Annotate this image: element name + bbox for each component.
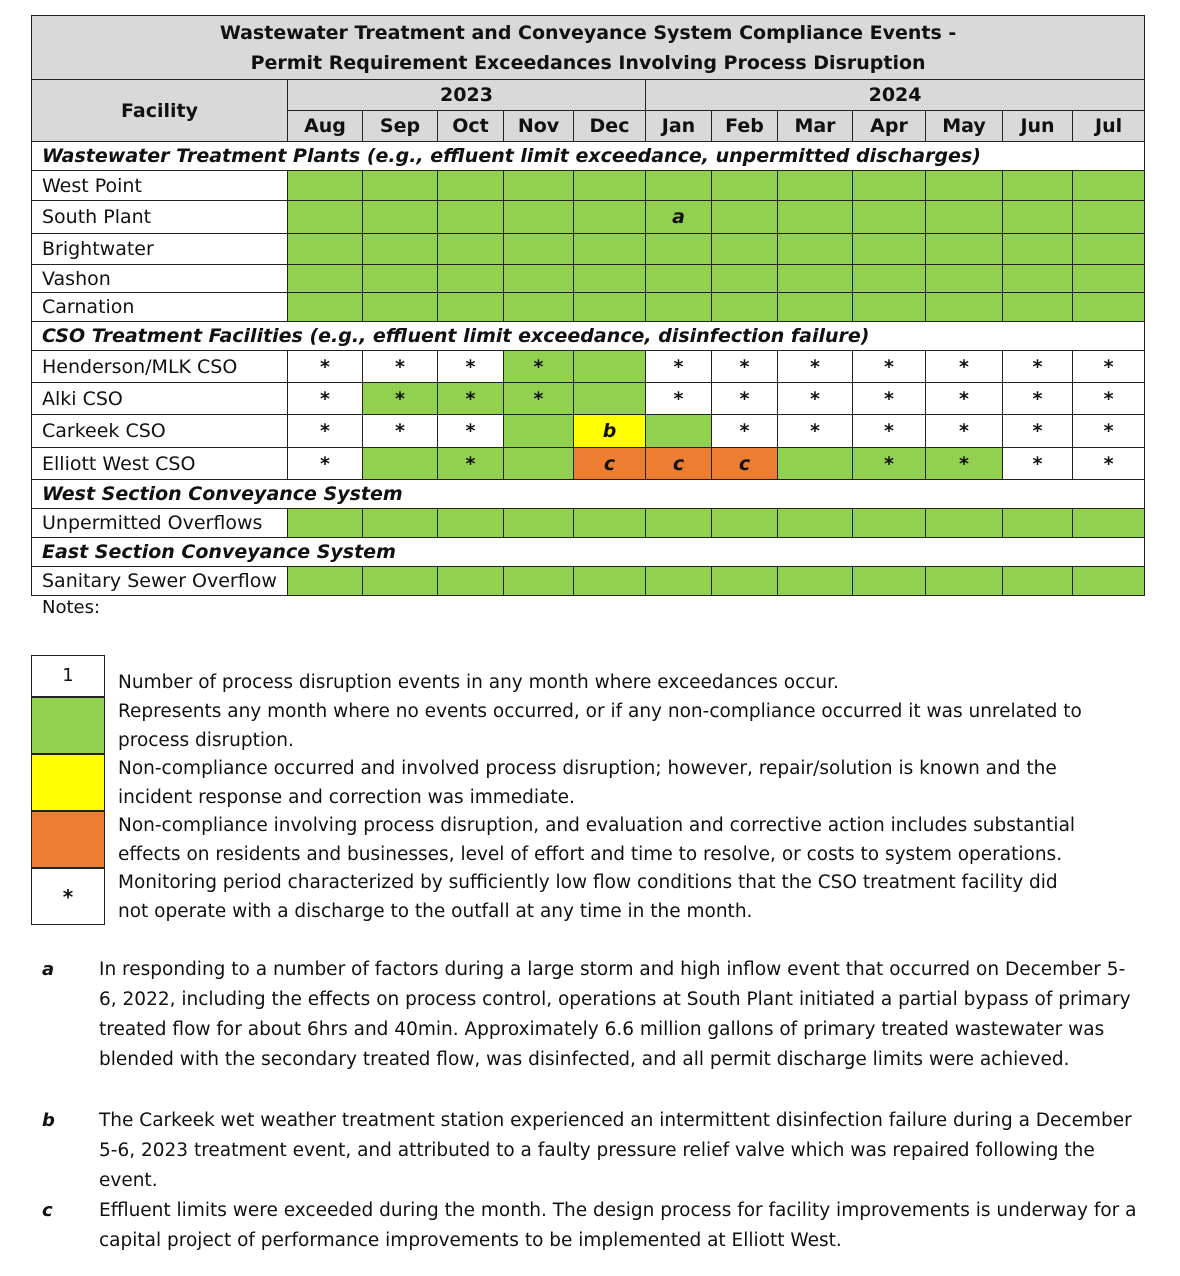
footnote-letter: b [42, 1110, 55, 1131]
section-title: West Section Conveyance System [32, 480, 1145, 509]
status-cell: * [1073, 448, 1145, 480]
status-cell [646, 567, 712, 596]
status-cell: * [853, 448, 926, 480]
table-row [32, 383, 1145, 415]
status-cell [1073, 171, 1145, 201]
month-header: Feb [712, 111, 778, 142]
status-cell: c [574, 448, 646, 480]
legend-line1: Monitoring period characterized by sufficiently low flow conditions that the CSO treatment facility did [118, 872, 1058, 893]
status-cell [646, 509, 712, 538]
status-cell [288, 509, 363, 538]
status-cell: * [778, 383, 853, 415]
status-cell: * [438, 448, 504, 480]
section-row [32, 480, 1145, 509]
status-cell [504, 265, 574, 293]
legend-description [118, 669, 1118, 698]
status-cell [926, 567, 1003, 596]
month-header: Aug [288, 111, 363, 142]
footnote-letter: c [42, 1200, 53, 1221]
legend-line2: not operate with a discharge to the outfall at any time in the month. [118, 900, 753, 922]
status-cell [1073, 509, 1145, 538]
status-cell [438, 509, 504, 538]
compliance-table [31, 15, 1145, 596]
month-header: Mar [778, 111, 853, 142]
status-cell [853, 293, 926, 322]
section-row [32, 538, 1145, 567]
table-title-line2: Permit Requirement Exceedances Involving Process Disruption [250, 51, 926, 74]
status-cell [574, 509, 646, 538]
status-cell [288, 293, 363, 322]
status-cell [1003, 234, 1073, 265]
legend-line2: incident response and correction was immediate. [118, 786, 575, 808]
status-cell [363, 265, 438, 293]
status-cell: * [1073, 415, 1145, 448]
status-cell [574, 201, 646, 234]
status-cell [1003, 293, 1073, 322]
status-cell: * [926, 415, 1003, 448]
status-cell: * [1003, 448, 1073, 480]
status-cell [504, 448, 574, 480]
status-cell: * [712, 351, 778, 383]
footnote-letter: a [42, 959, 55, 980]
facility-header: Facility [32, 80, 288, 142]
status-cell [504, 234, 574, 265]
facility-name: Brightwater [32, 234, 288, 265]
legend-swatch: 1 [31, 655, 105, 697]
year-header: 2023 [288, 80, 646, 111]
month-header: Jul [1073, 111, 1145, 142]
status-cell: * [363, 383, 438, 415]
status-cell: * [778, 415, 853, 448]
status-cell: * [926, 448, 1003, 480]
status-cell [853, 265, 926, 293]
status-cell [1003, 567, 1073, 596]
table-row [32, 509, 1145, 538]
status-cell: * [712, 415, 778, 448]
status-cell: * [926, 383, 1003, 415]
status-cell [1073, 567, 1145, 596]
status-cell: * [504, 383, 574, 415]
status-cell: c [646, 448, 712, 480]
status-cell [504, 509, 574, 538]
status-cell: * [646, 351, 712, 383]
status-cell: * [504, 351, 574, 383]
status-cell [646, 265, 712, 293]
status-cell [438, 567, 504, 596]
section-title: CSO Treatment Facilities (e.g., effluent limit exceedance, disinfection failure) [32, 322, 1145, 351]
status-cell [574, 293, 646, 322]
table-title-line1: Wastewater Treatment and Conveyance System Compliance Events - [219, 21, 957, 44]
status-cell [574, 567, 646, 596]
footnote-text: Effluent limits were exceeded during the month. The design process for facility improvements is underway for a capital project of performance improvements to be implemented at Elliott West. [99, 1200, 1137, 1251]
month-header: Jan [646, 111, 712, 142]
facility-name: West Point [32, 171, 288, 201]
table-row [32, 265, 1145, 293]
status-cell [778, 234, 853, 265]
status-cell: * [288, 448, 363, 480]
legend-description [118, 869, 1118, 926]
status-cell [1073, 265, 1145, 293]
status-cell: * [646, 383, 712, 415]
month-header: Nov [504, 111, 574, 142]
status-cell [1073, 201, 1145, 234]
table-row [32, 171, 1145, 201]
status-cell [926, 509, 1003, 538]
legend-line1: Represents any month where no events occurred, or if any non-compliance occurred it was unrelated to [118, 701, 1082, 722]
status-cell [363, 293, 438, 322]
status-cell [926, 293, 1003, 322]
month-header: Jun [1003, 111, 1073, 142]
status-cell [712, 567, 778, 596]
table-row [32, 567, 1145, 596]
table-row [32, 293, 1145, 322]
legend-line1: Number of process disruption events in any month where exceedances occur. [118, 672, 839, 693]
status-cell [853, 201, 926, 234]
status-cell: * [438, 351, 504, 383]
status-cell [438, 234, 504, 265]
status-cell [926, 171, 1003, 201]
status-cell: * [778, 351, 853, 383]
status-cell [574, 351, 646, 383]
table-row [32, 201, 1145, 234]
status-cell [646, 415, 712, 448]
legend-line2: process disruption. [118, 729, 294, 751]
status-cell: * [363, 351, 438, 383]
status-cell [288, 234, 363, 265]
status-cell: * [288, 351, 363, 383]
legend-swatch [31, 811, 105, 868]
status-cell [712, 171, 778, 201]
status-cell: * [438, 415, 504, 448]
status-cell [574, 171, 646, 201]
legend-description [118, 812, 1118, 869]
status-cell [926, 265, 1003, 293]
table-row [32, 234, 1145, 265]
status-cell [1073, 234, 1145, 265]
status-cell [778, 567, 853, 596]
status-cell [1003, 201, 1073, 234]
status-cell [853, 171, 926, 201]
status-cell [1073, 293, 1145, 322]
footnote-text: The Carkeek wet weather treatment station experienced an intermittent disinfection failure during a December 5-6, 2023 treatment event, and attributed to a faulty pressure relief valve which was repaired following the event. [99, 1110, 1132, 1191]
status-cell [646, 171, 712, 201]
month-header: Oct [438, 111, 504, 142]
status-cell [288, 265, 363, 293]
status-cell [853, 234, 926, 265]
year-header: 2024 [646, 80, 1145, 111]
status-cell: * [1003, 415, 1073, 448]
status-cell [438, 201, 504, 234]
section-row [32, 322, 1145, 351]
status-cell [288, 171, 363, 201]
status-cell [778, 265, 853, 293]
status-cell [574, 383, 646, 415]
status-cell: * [712, 383, 778, 415]
month-header: May [926, 111, 1003, 142]
status-cell [646, 293, 712, 322]
status-cell [712, 293, 778, 322]
status-cell [712, 509, 778, 538]
month-header: Dec [574, 111, 646, 142]
status-cell [712, 234, 778, 265]
status-cell [574, 234, 646, 265]
status-cell [778, 448, 853, 480]
status-cell [574, 265, 646, 293]
legend-line1: Non-compliance occurred and involved process disruption; however, repair/solution is known and the [118, 758, 1057, 779]
status-cell: c [712, 448, 778, 480]
status-cell [504, 293, 574, 322]
facility-name: South Plant [32, 201, 288, 234]
notes-label: Notes: [42, 597, 101, 618]
status-cell: * [926, 351, 1003, 383]
status-cell: b [574, 415, 646, 448]
status-cell [288, 201, 363, 234]
status-cell [504, 415, 574, 448]
legend-line2: effects on residents and businesses, level of effort and time to resolve, or costs to system operations. [118, 843, 1063, 865]
legend-description [118, 755, 1118, 812]
status-cell [363, 234, 438, 265]
status-cell [778, 171, 853, 201]
status-cell: * [1073, 383, 1145, 415]
status-cell: a [646, 201, 712, 234]
status-cell [363, 171, 438, 201]
status-cell: * [288, 383, 363, 415]
section-title: East Section Conveyance System [32, 538, 1145, 567]
status-cell [778, 201, 853, 234]
facility-name: Henderson/MLK CSO [32, 351, 288, 383]
status-cell [1003, 171, 1073, 201]
section-row [32, 142, 1145, 171]
month-header: Apr [853, 111, 926, 142]
status-cell [1003, 265, 1073, 293]
status-cell [778, 509, 853, 538]
status-cell: * [853, 383, 926, 415]
status-cell [712, 265, 778, 293]
facility-name: Carnation [32, 293, 288, 322]
table-row [32, 448, 1145, 480]
month-header: Sep [363, 111, 438, 142]
status-cell: * [1073, 351, 1145, 383]
status-cell [363, 201, 438, 234]
facility-name: Sanitary Sewer Overflow [32, 567, 288, 596]
status-cell [288, 567, 363, 596]
status-cell [926, 201, 1003, 234]
status-cell: * [1003, 383, 1073, 415]
section-title: Wastewater Treatment Plants (e.g., effluent limit exceedance, unpermitted discharges) [32, 142, 1145, 171]
legend-description [118, 698, 1118, 755]
facility-name: Unpermitted Overflows [32, 509, 288, 538]
footnote-text: In responding to a number of factors during a large storm and high inflow event that occurred on December 5-6, 2022, including the effects on process control, operations at South Plant initiated a partial bypass of primary treated flow for about 6hrs and 40min. Approximately 6.6 million gallons of primary treated wastewater was blended with the secondary treated flow, was disinfected, and all permit discharge limits were achieved. [99, 959, 1131, 1070]
status-cell [712, 201, 778, 234]
legend-line1: Non-compliance involving process disruption, and evaluation and corrective action includes substantial [118, 815, 1076, 836]
legend-swatch: * [31, 868, 105, 925]
status-cell [504, 567, 574, 596]
facility-name: Elliott West CSO [32, 448, 288, 480]
status-cell [363, 448, 438, 480]
facility-name: Vashon [32, 265, 288, 293]
status-cell [646, 234, 712, 265]
status-cell [853, 509, 926, 538]
status-cell: * [853, 351, 926, 383]
table-title [32, 16, 1145, 80]
status-cell [853, 567, 926, 596]
status-cell [363, 509, 438, 538]
status-cell: * [438, 383, 504, 415]
table-row [32, 351, 1145, 383]
status-cell [438, 265, 504, 293]
legend-swatch [31, 697, 105, 754]
legend-swatch [31, 754, 105, 811]
status-cell [926, 234, 1003, 265]
status-cell: * [853, 415, 926, 448]
facility-name: Carkeek CSO [32, 415, 288, 448]
status-cell [778, 293, 853, 322]
status-cell [438, 293, 504, 322]
status-cell [504, 171, 574, 201]
status-cell: * [1003, 351, 1073, 383]
status-cell: * [288, 415, 363, 448]
status-cell [1003, 509, 1073, 538]
facility-name: Alki CSO [32, 383, 288, 415]
status-cell [363, 567, 438, 596]
status-cell [438, 171, 504, 201]
status-cell [504, 201, 574, 234]
table-row [32, 415, 1145, 448]
status-cell: * [363, 415, 438, 448]
